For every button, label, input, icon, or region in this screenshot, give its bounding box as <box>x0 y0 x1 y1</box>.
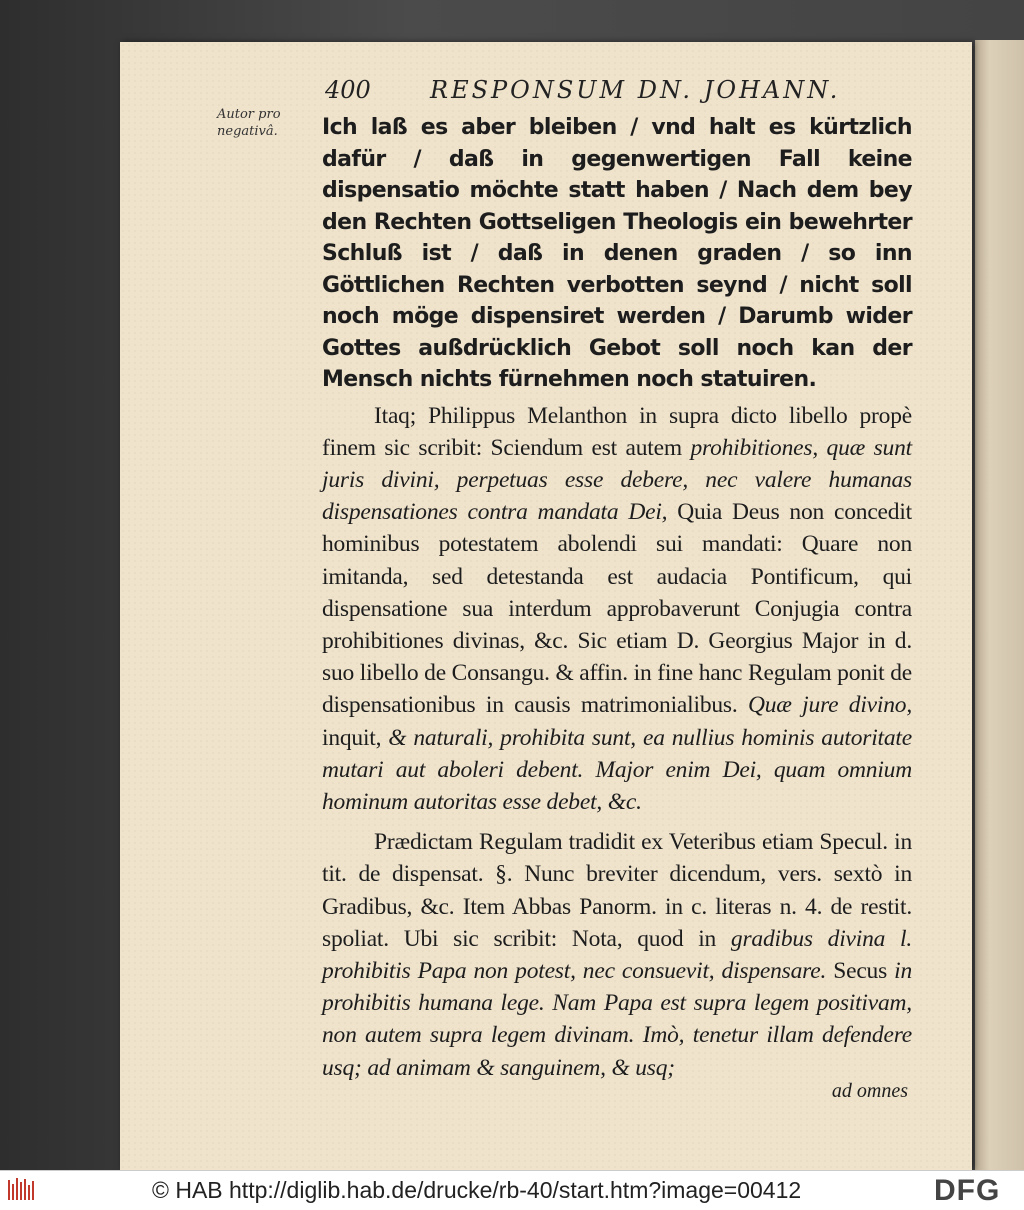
catchword: ad omnes <box>831 1079 908 1102</box>
latin2-italic-d: in prohibitis humana lege. Nam Papa est supra legem positivam, non autem supra legem divinam. Imò, tenetur illam defendere usq; ad animam & sanguinem, & usq; <box>322 957 912 1081</box>
latin1-text-c: Quia Deus non concedit hominibus potestatem abolendi sui mandati: Quare non imitanda, sed detestanda est audacia Pontificum, qui dispensatione sua interdum approbaverunt Conjugia contra prohibitiones divinas, &c. Sic etiam D. Georgius Major in d. suo libello de Consangu. & affin. in fine hanc Regulam ponit de dispensationibus in causis matrimonialibus. <box>322 499 912 719</box>
latin2-text-a: Prædictam Regulam tradidit ex Veteribus etiam Specul. in tit. de dispensat. §. Nunc breviter dicendum, vers. sextò in Gradibus, &c. Item Abbas Panorm. in c. literas n. 4. de restit. spoliat. Ubi sic scribit: Nota, quod in <box>322 829 912 952</box>
running-title: RESPONSUM DN. JOHANN. <box>430 76 841 104</box>
dfg-logo[interactable]: DFG <box>934 1174 1001 1207</box>
running-head <box>325 76 925 108</box>
latin-paragraph-2 <box>322 826 912 1084</box>
latin2-text-c: Secus <box>826 957 895 984</box>
margin-note: Autor pro negativâ. <box>217 107 281 139</box>
latin1-italic-f: & naturali, prohibita sunt, ea nullius hominis autoritate mutari aut aboleri debent. Major enim Dei, quam omnium hominum autoritas esse debet, &c. <box>322 724 912 815</box>
page-number: 400 <box>325 76 371 104</box>
latin1-italic-d: Quæ jure divino, <box>747 692 912 719</box>
facing-page-edge <box>975 40 1024 1170</box>
latin1-italic-b: prohibitiones, quæ sunt juris divini, perpetuas esse debere, nec valere humanas dispensationes contra mandata Dei, <box>322 434 912 526</box>
latin-paragraph-1 <box>322 400 912 819</box>
latin1-text-a: Itaq; Philippus Melanthon in supra dicto libello propè finem sic scribit: Sciendum est autem <box>322 402 912 461</box>
german-paragraph: Ich laß es aber bleiben / vnd halt es kürtzlich dafür / daß in gegenwertigen Fall keine dispensatio möchte statt haben / Nach dem bey den Rechten Gottseligen Theologis ein bewehrter Schluß ist / daß in denen graden / so inn Göttlichen Rechten verbotten seynd / nicht soll noch möge dispensiret werden / Darumb wider Gottes außdrücklich Gebot soll noch kan der Mensch nichts fürnehmen noch statuiren. <box>322 115 912 392</box>
library-logo-icon[interactable] <box>6 1176 36 1204</box>
copyright-link[interactable]: © HAB http://diglib.hab.de/drucke/rb-40/start.htm?image=00412 <box>152 1177 802 1203</box>
latin1-text-e: inquit, <box>322 724 389 751</box>
body-text <box>322 112 912 1103</box>
latin2-italic-b: gradibus divina l. prohibitis Papa non potest, nec consuevit, dispensare. <box>322 925 912 984</box>
